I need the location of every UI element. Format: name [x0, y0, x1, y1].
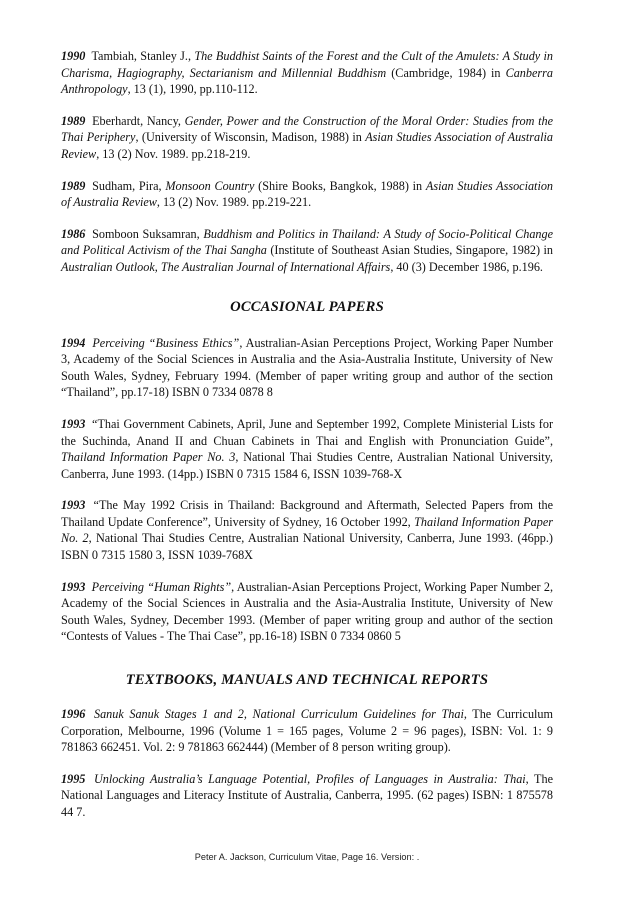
- occasional-papers-list: [61, 335, 553, 646]
- bibliography-entry: 1993 “The May 1992 Crisis in Thailand: Background and Aftermath, Selected Papers from the Thailand Update Conference”, University of Sydney, 16 October 1992, Thailand Information Paper No. 2, National Thai Studies Centre, Australian National University, Canberra, June 1993. (46pp.) ISBN 0 7315 1580 3, ISSN 1039-768X: [61, 498, 553, 563]
- bibliography-entry: 1986 Somboon Suksamran, Buddhism and Politics in Thailand: A Study of Socio-Political Change and Political Activism of the Thai Sangha (Institute of Southeast Asian Studies, Singapore, 1982) in Australian Outlook, The Australian Journal of International Affairs, 40 (3) December 1986, p.196.: [61, 226, 554, 274]
- section-heading-occasional-papers: OCCASIONAL PAPERS: [230, 298, 384, 315]
- textbooks-list: [61, 706, 553, 821]
- reviews-list: [61, 48, 553, 276]
- bibliography-entry: 1989 Sudham, Pira, Monsoon Country (Shire Books, Bangkok, 1988) in Asian Studies Association of Australia Review, 13 (2) Nov. 1989. pp.219-221.: [61, 178, 554, 210]
- bibliography-entry: 1993 “Thai Government Cabinets, April, June and September 1992, Complete Ministerial Lists for the Suchinda, Anand II and Chuan Cabinets in Thai and English with Pronunciation Guide”, Thailand Information Paper No. 3, National Thai Studies Centre, Australian National University, Canberra, June 1993. (14pp.) ISBN 0 7315 1584 6, ISSN 1039-768-X: [61, 416, 554, 481]
- bibliography-entry: 1996 Sanuk Sanuk Stages 1 and 2, National Curriculum Guidelines for Thai, The Curriculum Corporation, Melbourne, 1996 (Volume 1 = 165 pages, Volume 2 = 96 pages), ISBN: Vol. 1: 9 781863 662451. Vol. 2: 9 781863 662444) (Member of 8 person writing group).: [61, 707, 553, 755]
- bibliography-entry: 1995 Unlocking Australia’s Language Potential, Profiles of Languages in Australia: Thai, The National Languages and Literacy Institute of Australia, Canberra, 1995. (62 pages) ISBN: 1 875578 44 7.: [61, 771, 553, 819]
- bibliography-entry: 1989 Eberhardt, Nancy, Gender, Power and the Construction of the Moral Order: Studies from the Thai Periphery, (University of Wisconsin, Madison, 1988) in Asian Studies Association of Australia Review, 13 (2) Nov. 1989. pp.218-219.: [61, 113, 553, 161]
- bibliography-entry: 1994 Perceiving “Business Ethics”, Australian-Asian Perceptions Project, Working Paper Number 3, Academy of the Social Sciences in Australia and the Asia-Australia Institute, University of New South Wales, Sydney, February 1994. (Member of paper writing group and author of the section “Thailand”, pp.17-18) ISBN 0 7334 0878 8: [61, 335, 554, 400]
- page-footer: Peter A. Jackson, Curriculum Vitae, Page 16. Version: .: [194, 852, 420, 862]
- bibliography-entry: 1990 Tambiah, Stanley J., The Buddhist Saints of the Forest and the Cult of the Amulets: A Study in Charisma, Hagiography, Sectarianism and Millennial Buddhism (Cambridge, 1984) in Canberra Anthropology, 13 (1), 1990, pp.110-112.: [61, 49, 553, 97]
- bibliography-entry: 1993 Perceiving “Human Rights”, Australian-Asian Perceptions Project, Working Paper Number 2, Academy of the Social Sciences in Australia and the Asia-Australia Institute, University of New South Wales, Sydney, December 1993. (Member of paper writing group and author of the section “Contests of Values - The Thai Case”, pp.16-18) ISBN 0 7334 0860 5: [61, 579, 554, 644]
- section-heading-textbooks: TEXTBOOKS, MANUALS AND TECHNICAL REPORTS: [125, 672, 489, 689]
